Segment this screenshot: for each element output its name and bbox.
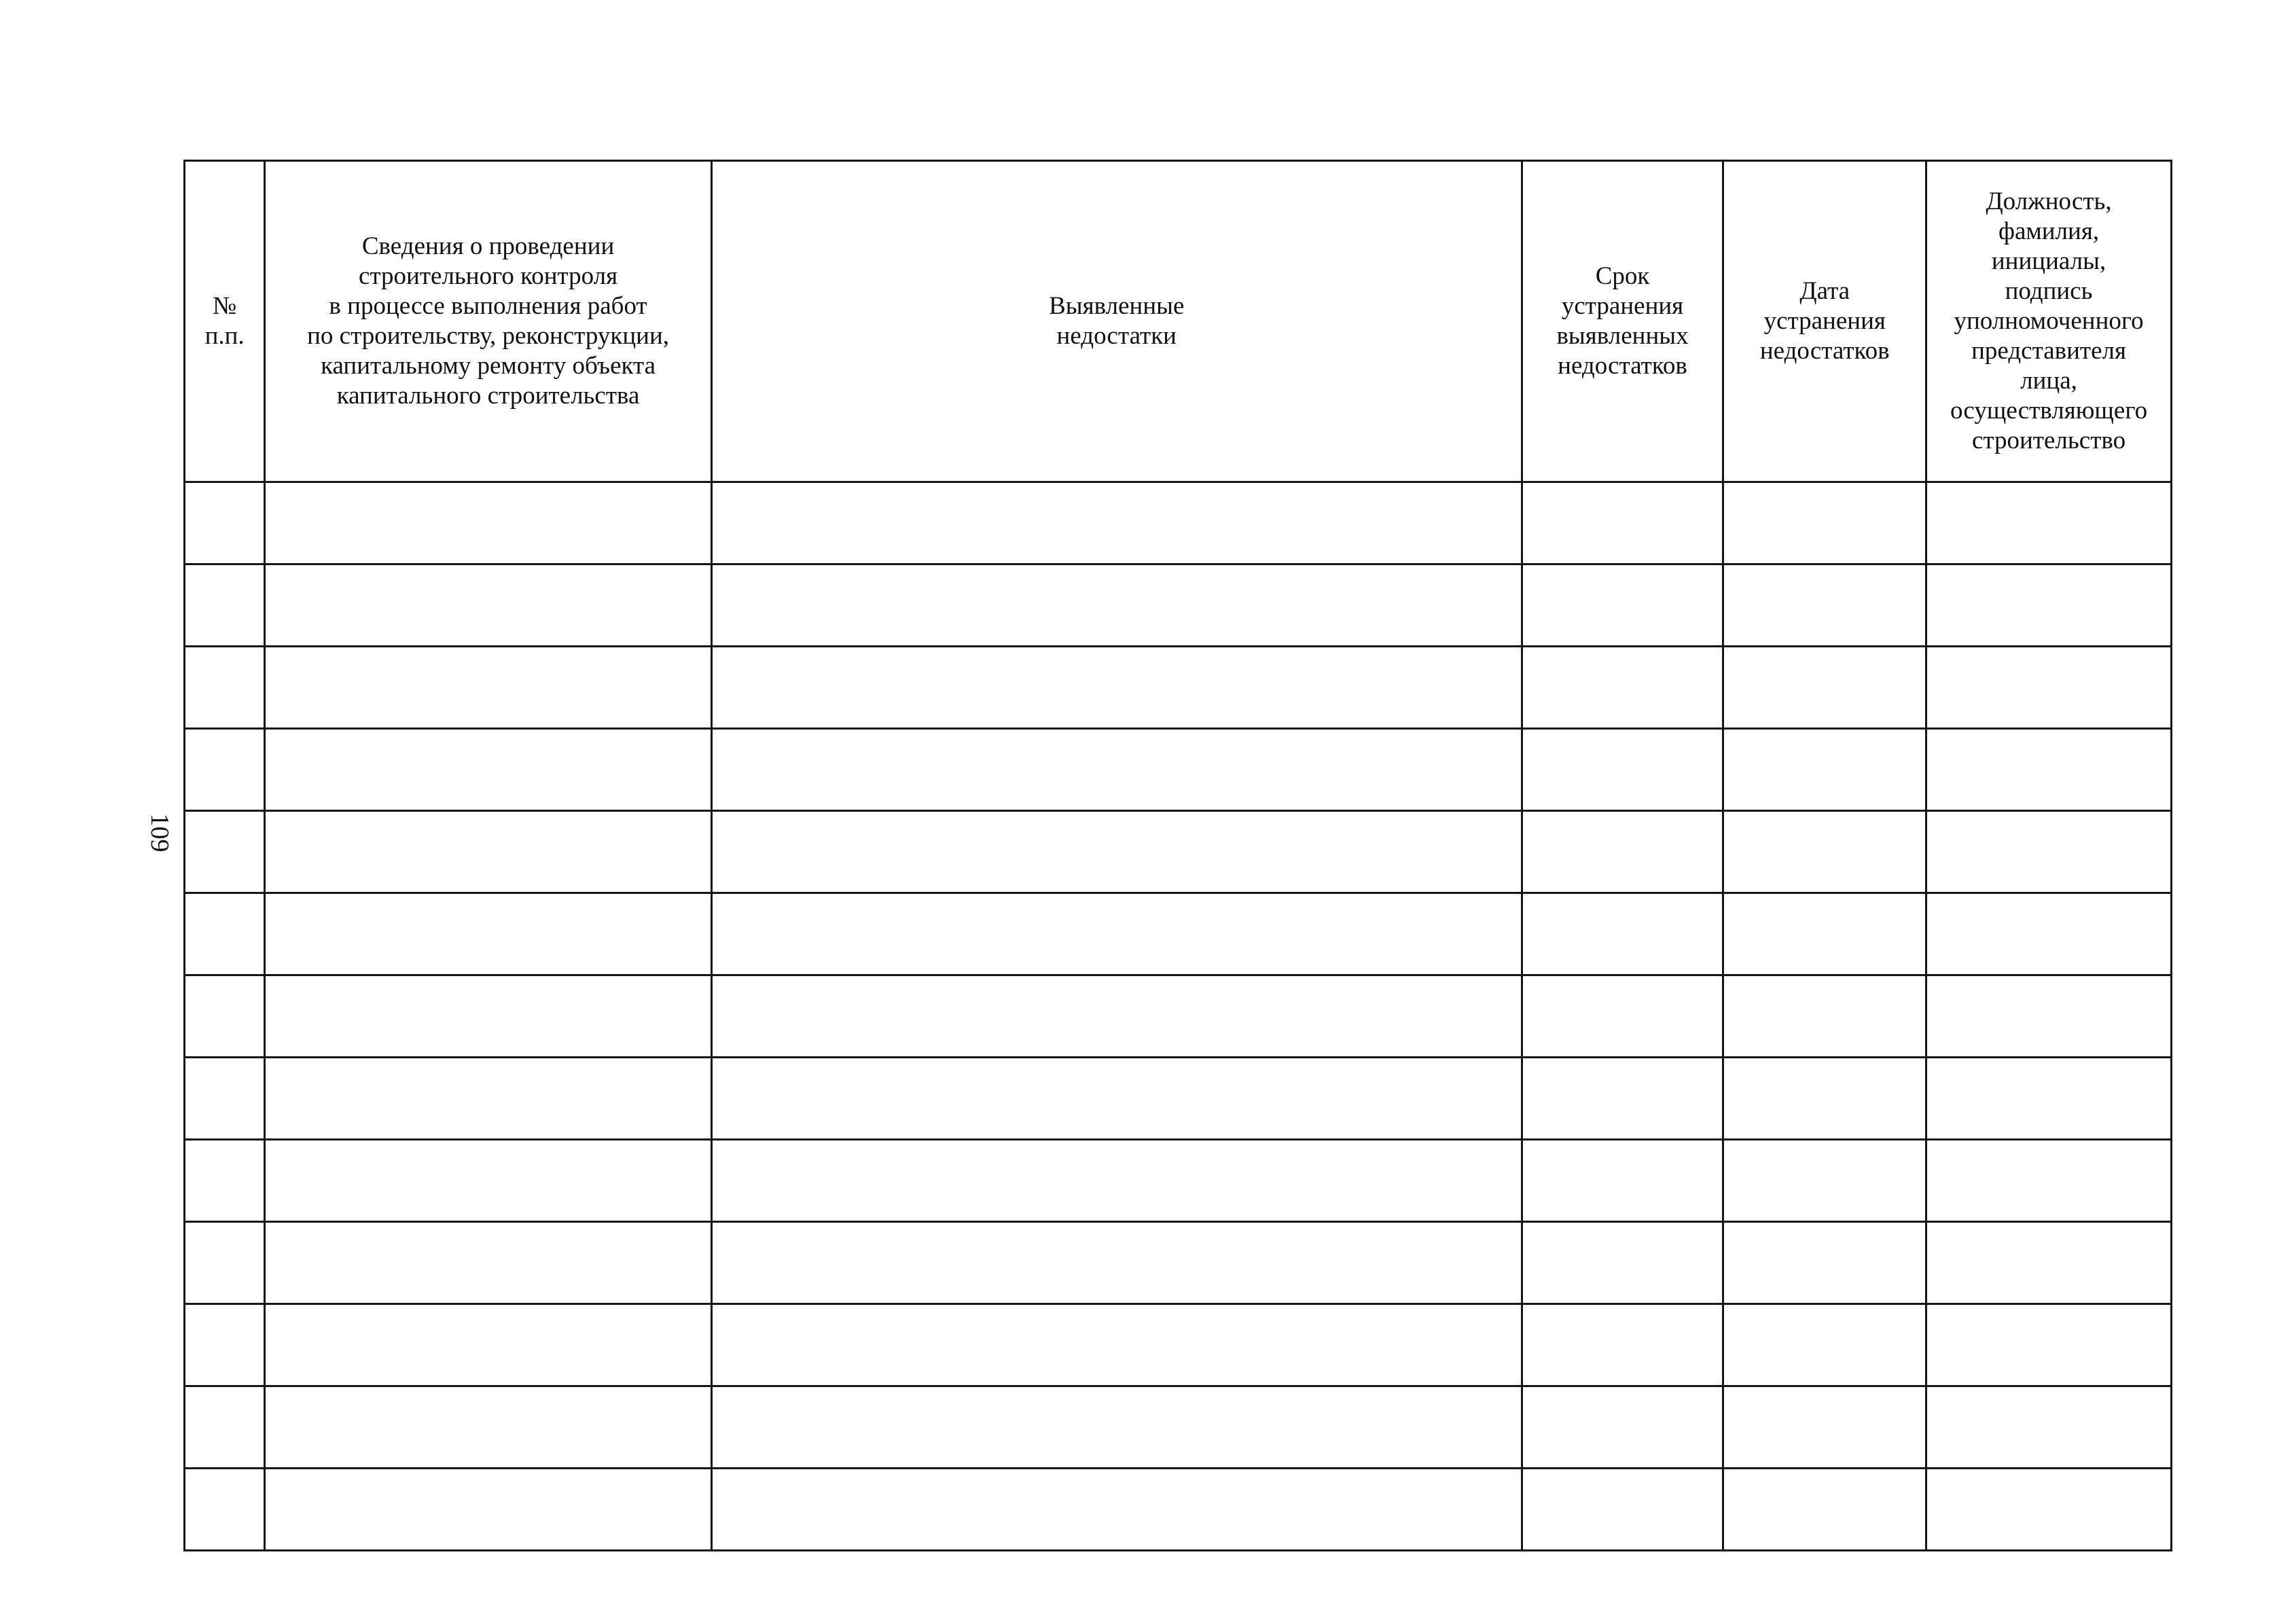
table-row bbox=[185, 1222, 2172, 1304]
cell-fix-date bbox=[1723, 729, 1926, 811]
table-row bbox=[185, 647, 2172, 729]
cell-control-info bbox=[265, 1386, 712, 1469]
table-row bbox=[185, 1304, 2172, 1386]
cell-defects bbox=[711, 1304, 1522, 1386]
cell-number bbox=[185, 1304, 265, 1386]
cell-number bbox=[185, 564, 265, 647]
cell-responsible-person bbox=[1926, 1058, 2172, 1140]
header-fix-term: Срок устранения выявленных недостатков bbox=[1522, 161, 1723, 482]
cell-responsible-person bbox=[1926, 811, 2172, 893]
cell-fix-term bbox=[1522, 1304, 1723, 1386]
cell-defects bbox=[711, 647, 1522, 729]
cell-control-info bbox=[265, 893, 712, 975]
cell-control-info bbox=[265, 1222, 712, 1304]
cell-responsible-person bbox=[1926, 564, 2172, 647]
table-row bbox=[185, 893, 2172, 975]
cell-defects bbox=[711, 811, 1522, 893]
cell-defects bbox=[711, 893, 1522, 975]
table-row bbox=[185, 1469, 2172, 1551]
table-row bbox=[185, 482, 2172, 564]
header-fix-date: Дата устранения недостатков bbox=[1723, 161, 1926, 482]
cell-responsible-person bbox=[1926, 729, 2172, 811]
table-row bbox=[185, 1058, 2172, 1140]
cell-responsible-person bbox=[1926, 1304, 2172, 1386]
cell-defects bbox=[711, 975, 1522, 1058]
cell-fix-date bbox=[1723, 1304, 1926, 1386]
table-row bbox=[185, 811, 2172, 893]
header-responsible-person: Должность, фамилия, инициалы, подпись уполномоченного представителя лица, осуществляющего строительство bbox=[1926, 161, 2172, 482]
cell-control-info bbox=[265, 811, 712, 893]
cell-fix-date bbox=[1723, 893, 1926, 975]
cell-fix-term bbox=[1522, 1140, 1723, 1222]
construction-control-journal-table bbox=[183, 160, 2172, 1551]
table-header bbox=[185, 161, 2172, 482]
table-body bbox=[185, 482, 2172, 1551]
cell-responsible-person bbox=[1926, 893, 2172, 975]
cell-responsible-person bbox=[1926, 1386, 2172, 1469]
cell-defects bbox=[711, 1386, 1522, 1469]
header-control-info: Сведения о проведении строительного контроля в процессе выполнения работ по строительству, реконструкции, капитальному ремонту объекта капитального строительства bbox=[265, 161, 712, 482]
cell-fix-date bbox=[1723, 1386, 1926, 1469]
cell-control-info bbox=[265, 1140, 712, 1222]
cell-fix-date bbox=[1723, 482, 1926, 564]
cell-number bbox=[185, 729, 265, 811]
cell-control-info bbox=[265, 729, 712, 811]
cell-number bbox=[185, 647, 265, 729]
cell-fix-term bbox=[1522, 482, 1723, 564]
cell-control-info bbox=[265, 1058, 712, 1140]
cell-number bbox=[185, 975, 265, 1058]
cell-fix-term bbox=[1522, 975, 1723, 1058]
cell-defects bbox=[711, 1222, 1522, 1304]
cell-control-info bbox=[265, 1304, 712, 1386]
cell-control-info bbox=[265, 1469, 712, 1551]
cell-number bbox=[185, 1140, 265, 1222]
table-row bbox=[185, 1140, 2172, 1222]
cell-fix-date bbox=[1723, 564, 1926, 647]
cell-number bbox=[185, 1386, 265, 1469]
header-defects: Выявленные недостатки bbox=[711, 161, 1522, 482]
cell-fix-date bbox=[1723, 1140, 1926, 1222]
cell-responsible-person bbox=[1926, 647, 2172, 729]
cell-responsible-person bbox=[1926, 482, 2172, 564]
cell-responsible-person bbox=[1926, 1140, 2172, 1222]
cell-defects bbox=[711, 1140, 1522, 1222]
cell-fix-term bbox=[1522, 811, 1723, 893]
cell-defects bbox=[711, 729, 1522, 811]
cell-defects bbox=[711, 1058, 1522, 1140]
cell-fix-term bbox=[1522, 893, 1723, 975]
cell-fix-term bbox=[1522, 564, 1723, 647]
cell-defects bbox=[711, 1469, 1522, 1551]
cell-fix-term bbox=[1522, 647, 1723, 729]
table-row bbox=[185, 1386, 2172, 1469]
cell-fix-term bbox=[1522, 1386, 1723, 1469]
cell-responsible-person bbox=[1926, 975, 2172, 1058]
cell-number bbox=[185, 1469, 265, 1551]
cell-fix-date bbox=[1723, 975, 1926, 1058]
page-number: 109 bbox=[145, 813, 174, 852]
cell-control-info bbox=[265, 647, 712, 729]
header-row bbox=[185, 161, 2172, 482]
cell-fix-date bbox=[1723, 1469, 1926, 1551]
cell-fix-date bbox=[1723, 1222, 1926, 1304]
cell-defects bbox=[711, 564, 1522, 647]
table-row bbox=[185, 729, 2172, 811]
cell-number bbox=[185, 1222, 265, 1304]
cell-control-info bbox=[265, 975, 712, 1058]
cell-control-info bbox=[265, 564, 712, 647]
table-row bbox=[185, 564, 2172, 647]
cell-control-info bbox=[265, 482, 712, 564]
cell-fix-term bbox=[1522, 1222, 1723, 1304]
cell-fix-term bbox=[1522, 1058, 1723, 1140]
cell-responsible-person bbox=[1926, 1222, 2172, 1304]
cell-number bbox=[185, 811, 265, 893]
cell-fix-term bbox=[1522, 729, 1723, 811]
cell-number bbox=[185, 893, 265, 975]
cell-defects bbox=[711, 482, 1522, 564]
table-row bbox=[185, 975, 2172, 1058]
cell-fix-date bbox=[1723, 647, 1926, 729]
cell-fix-date bbox=[1723, 1058, 1926, 1140]
cell-fix-date bbox=[1723, 811, 1926, 893]
cell-number bbox=[185, 482, 265, 564]
header-number: № п.п. bbox=[185, 161, 265, 482]
cell-number bbox=[185, 1058, 265, 1140]
cell-responsible-person bbox=[1926, 1469, 2172, 1551]
cell-fix-term bbox=[1522, 1469, 1723, 1551]
